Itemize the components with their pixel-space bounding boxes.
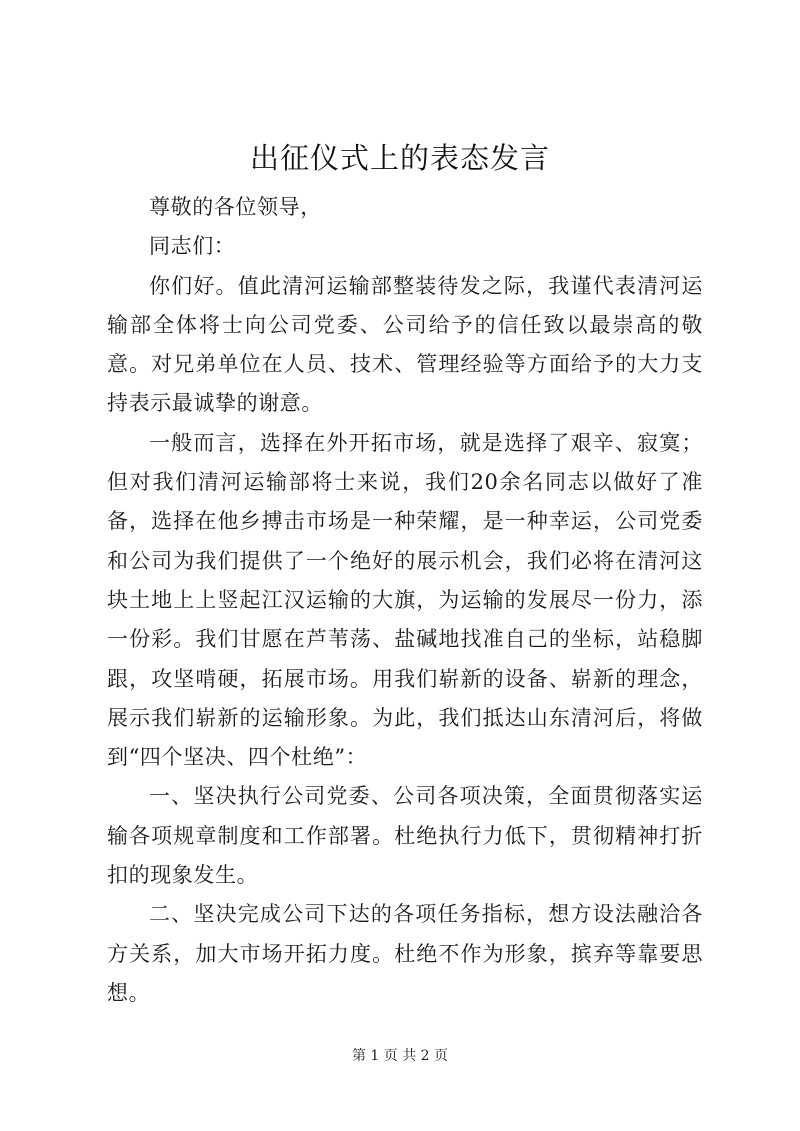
paragraph-commitment: 一般而言，选择在外开拓市场，就是选择了艰辛、寂寞；但对我们清河运输部将士来说，我们20余名同志以做好了准备，选择在他乡搏击市场是一种荣耀，是一种幸运，公司党委和公司为我们提供了一个绝好的展示机会，我们必将在清河这块土地上上竖起江汉运输的大旗，为运输的发展尽一份力，添一份彩。我们甘愿在芦苇荡、盐碱地找准自己的坐标，站稳脚跟，攻坚啃硬，拓展市场。用我们崭新的设备、崭新的理念，展示我们崭新的运输形象。为此，我们抵达山东清河后，将做到“四个坚决、四个杜绝”： <box>107 430 703 770</box>
page-number-label: 第 1 页 共 2 页 <box>351 1048 449 1064</box>
paragraph-greeting: 你们好。值此清河运输部整装待发之际，我谨代表清河运输部全体将士向公司党委、公司给予的信任致以最崇高的敬意。对兄弟单位在人员、技术、管理经验等方面给予的大力支持表示最诚挚的谢意。 <box>107 273 703 416</box>
salutation-leaders: 尊敬的各位领导， <box>149 195 322 219</box>
page-footer <box>0 1046 800 1066</box>
document-body <box>107 188 703 1013</box>
paragraph-point-two: 二、坚决完成公司下达的各项任务指标，想方设法融洽各方关系，加大市场开拓力度。杜绝不作为形象，摈弃等靠要思想。 <box>107 902 703 1005</box>
paragraph-point-one: 一、坚决执行公司党委、公司各项决策，全面贯彻落实运输各项规章制度和工作部署。杜绝执行力低下，贯彻精神打折扣的现象发生。 <box>107 784 703 888</box>
salutation-comrades: 同志们： <box>149 234 236 259</box>
document-title: 出征仪式上的表态发言 <box>249 141 550 175</box>
